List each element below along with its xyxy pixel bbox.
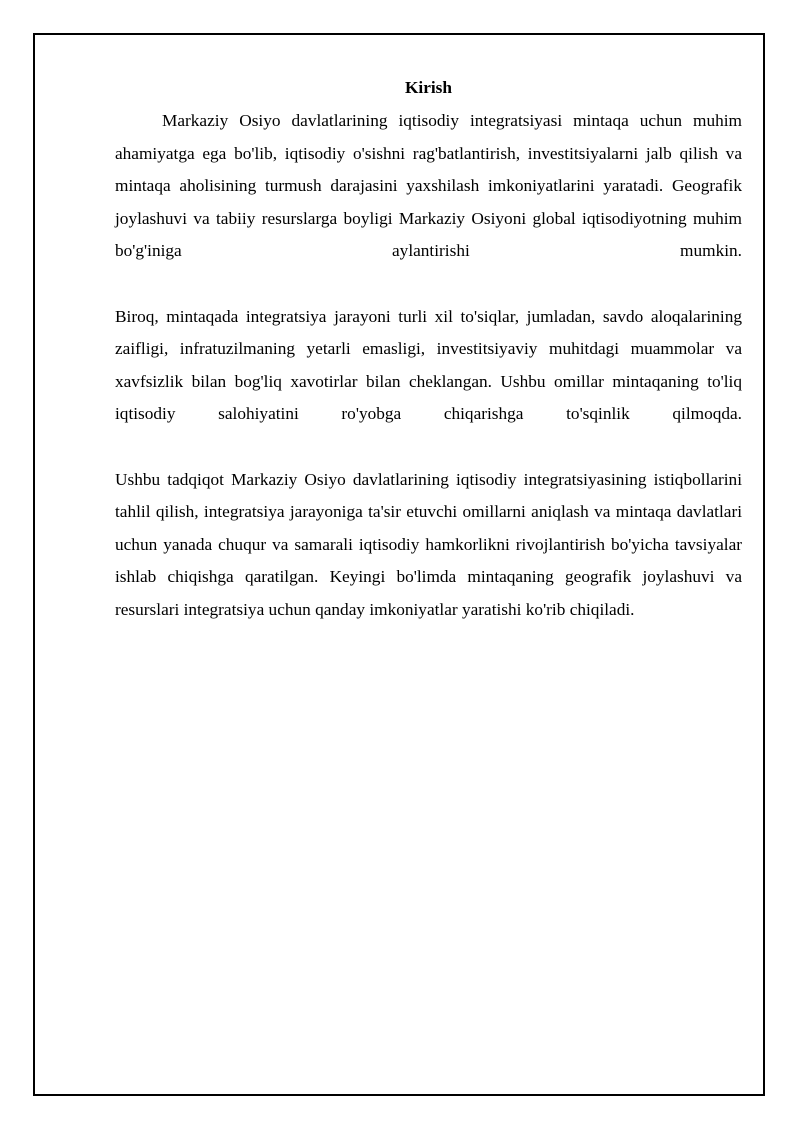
- paragraph-3: Ushbu tadqiqot Markaziy Osiyo davlatlarining iqtisodiy integratsiyasining istiqbollarini tahlil qilish, integratsiya jarayoniga ta'sir etuvchi omillarni aniqlash va mintaqa davlatlari uchun yanada chuqur va samarali iqtisodiy hamkorlikni rivojlantirish bo'yicha tavsiyalar ishlab chiqishga qaratilgan. Keyingi bo'limda mintaqaning geografik joylashuvi va resurslari integratsiya uchun qanday imkoniyatlar yaratishi ko'rib chiqiladi.: [115, 469, 742, 619]
- document-title: Kirish: [404, 78, 453, 97]
- paragraph-spacer: [115, 268, 742, 301]
- paragraph-1: Markaziy Osiyo davlatlarining iqtisodiy integratsiyasi mintaqa uchun muhim ahamiyatga ega bo'lib, iqtisodiy o'sishni rag'batlantirish, investitsiyalarni jalb qilish va mintaqa aholisining turmush darajasini yaxshilash imkoniyatlarini yaratadi. Geografik joylashuvi va tabiiy resurslarga boyligi Markaziy Osiyoni global iqtisodiyotning muhim bo'g'iniga aylantirishi mumkin.: [115, 111, 742, 261]
- paragraph-2: Biroq, mintaqada integratsiya jarayoni turli xil to'siqlar, jumladan, savdo aloqalarining zaifligi, infratuzilmaning yetarli emasligi, investitsiyaviy muhitdagi muammolar va xavfsizlik bilan bog'liq xavotirlar bilan cheklangan. Ushbu omillar mintaqaning to'liq iqtisodiy salohiyatini ro'yobga chiqarishga to'sqinlik qilmoqda.: [115, 306, 742, 424]
- paragraph-spacer: [115, 431, 742, 464]
- document-body: [115, 74, 742, 627]
